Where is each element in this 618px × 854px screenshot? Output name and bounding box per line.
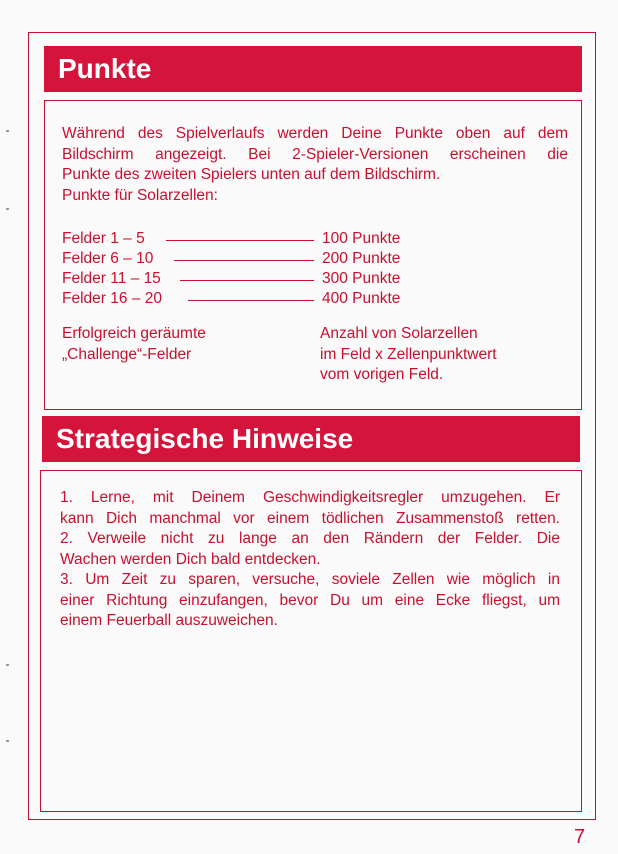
challenge-label-line: „Challenge“-Felder bbox=[62, 345, 192, 363]
challenge-value bbox=[320, 324, 497, 386]
field-range: Felder 6 – 10 bbox=[62, 250, 154, 267]
field-range: Felder 1 – 5 bbox=[62, 230, 145, 247]
leader-line bbox=[188, 300, 314, 301]
score-row bbox=[62, 250, 422, 270]
tip-line: einem Feuerball auszuweichen. bbox=[60, 612, 278, 629]
margin-mark bbox=[6, 130, 9, 132]
score-row bbox=[62, 230, 422, 250]
tip-line: 1. Lerne, mit Deinem Geschwindigkeitsregler umzugehen. Er bbox=[60, 489, 560, 506]
intro-paragraph bbox=[62, 124, 568, 206]
section-header-strategie bbox=[42, 416, 580, 462]
tip-line: kann Dich manchmal vor einem tödlichen Zusammenstoß retten. bbox=[60, 509, 560, 527]
tip-line: 2. Verweile nicht zu lange an den Rändern der Felder. Die bbox=[60, 530, 560, 547]
margin-mark bbox=[6, 208, 9, 210]
intro-line: Punkte des zweiten Spielers unten auf dem Bildschirm. bbox=[62, 166, 441, 183]
challenge-label-line: Erfolgreich geräumte bbox=[62, 325, 206, 342]
section-header-punkte bbox=[44, 46, 582, 92]
points-value: 100 Punkte bbox=[322, 230, 401, 247]
intro-line: Während des Spielverlaufs werden Deine Punkte oben auf dem bbox=[62, 125, 568, 142]
points-value: 400 Punkte bbox=[322, 290, 401, 307]
page-number: 7 bbox=[574, 826, 586, 848]
challenge-value-line: vom vorigen Feld. bbox=[320, 366, 444, 383]
leader-line bbox=[166, 240, 314, 241]
tip-line: einer Richtung einzufangen, bevor Du um eine Ecke fliegst, um bbox=[60, 591, 560, 609]
tip-line: Wachen werden Dich bald entdecken. bbox=[60, 550, 321, 568]
leader-line bbox=[174, 260, 314, 261]
tips-paragraph bbox=[60, 488, 560, 632]
tip-line: 3. Um Zeit zu sparen, versuche, soviele Zellen wie möglich in bbox=[60, 571, 560, 588]
score-row bbox=[62, 270, 422, 290]
challenge-label bbox=[62, 324, 206, 365]
margin-mark bbox=[6, 664, 9, 666]
margin-mark bbox=[6, 740, 9, 742]
points-value: 200 Punkte bbox=[322, 250, 401, 267]
section-title: Strategische Hinweise bbox=[56, 423, 354, 454]
field-range: Felder 16 – 20 bbox=[62, 290, 162, 307]
intro-line: Bildschirm angezeigt. Bei 2-Spieler-Versionen erscheinen die bbox=[62, 145, 568, 163]
field-range: Felder 11 – 15 bbox=[62, 270, 161, 287]
challenge-value-line: Anzahl von Solarzellen bbox=[320, 325, 478, 342]
intro-line: Punkte für Solarzellen: bbox=[62, 186, 218, 204]
score-row bbox=[62, 290, 422, 310]
section-title: Punkte bbox=[58, 53, 152, 84]
leader-line bbox=[180, 280, 314, 281]
challenge-value-line: im Feld x Zellenpunktwert bbox=[320, 345, 497, 363]
points-value: 300 Punkte bbox=[322, 270, 401, 287]
